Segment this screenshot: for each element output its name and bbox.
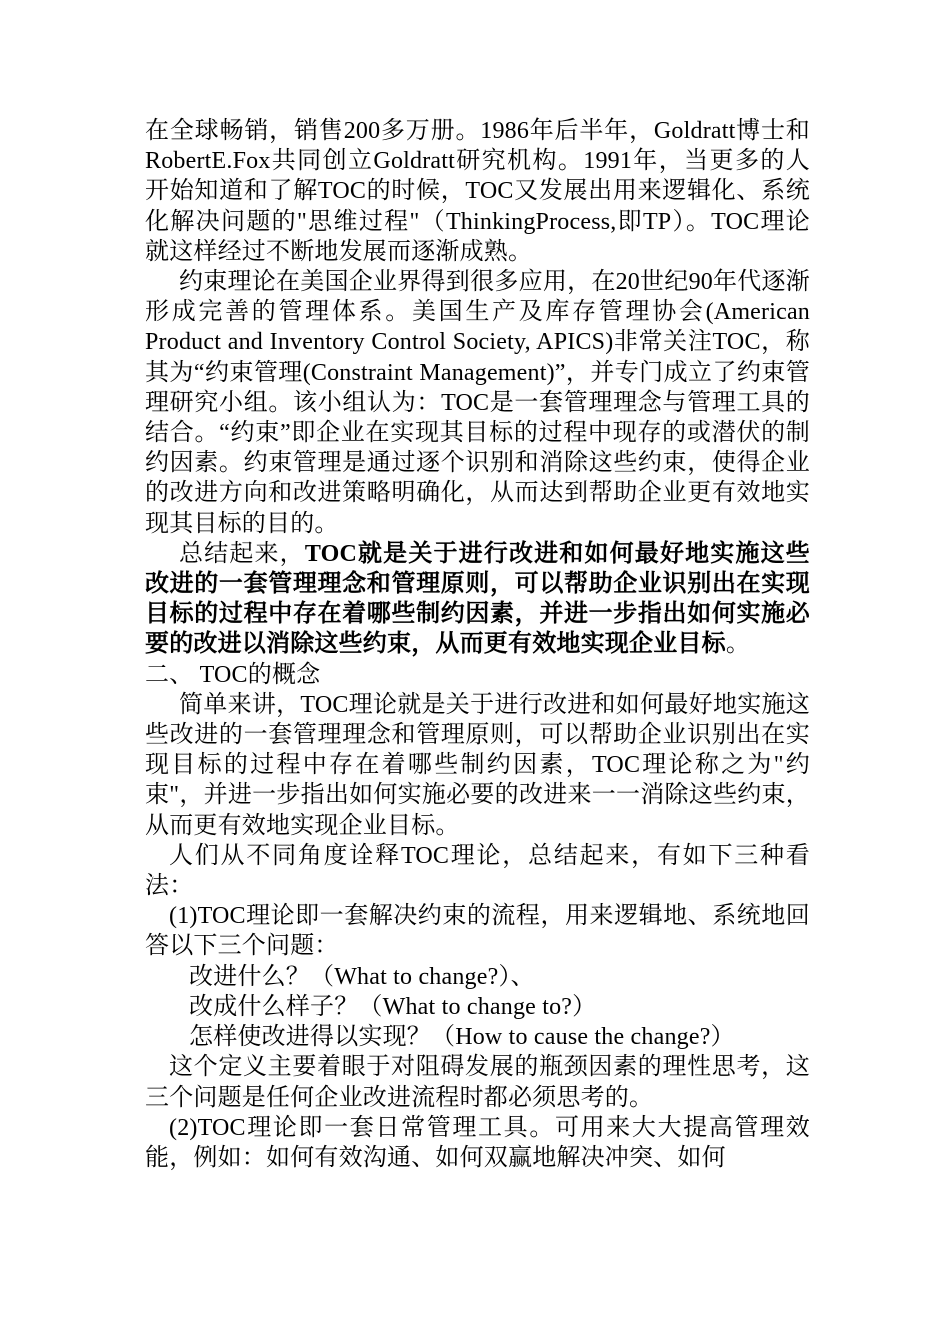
paragraph-definition-focus: 这个定义主要着眼于对阻碍发展的瓶颈因素的理性思考，这三个问题是任何企业改进流程时都必须思考的。 (145, 1054, 810, 1111)
paragraph-view-2: (2)TOC理论即一套日常管理工具。可用来大大提高管理效能，例如：如何有效沟通、如何双赢地解决冲突、如何 (145, 1114, 810, 1171)
paragraph-simple-definition: 简单来讲，TOC理论就是关于进行改进和如何最好地实施这些改进的一套管理理念和管理原则，可以帮助企业识别出在实现目标的过程中存在着哪些制约因素，TOC理论称之为"约束"，并进一步指出如何实施必要的改进来一一消除这些约束，从而更有效地实现企业目标。 (145, 691, 810, 839)
document-page (145, 116, 810, 1173)
paragraph-summary (145, 539, 810, 660)
question-how-to-cause-change: 怎样使改进得以实现？（How to cause the change?） (189, 1024, 735, 1051)
question-what-to-change-to: 改成什么样子？（What to change to?） (189, 993, 597, 1020)
summary-bold: TOC就是关于进行改进和如何最好地实施这些改进的一套管理理念和管理原则，可以帮助企业识别出在实现目标的过程中存在着哪些制约因素，并进一步指出如何实施必要的改进以消除这些约束，从而更有效地实现企业目标 (145, 540, 811, 658)
section-heading-toc-concept: 二、 TOC的概念 (145, 661, 321, 688)
paragraph-three-views: 人们从不同角度诠释TOC理论，总结起来，有如下三种看法： (145, 842, 810, 900)
summary-end: 。 (725, 631, 751, 658)
paragraph-history: 在全球畅销，销售200多万册。1986年后半年，Goldratt博士和RobertE.Fox共同创立Goldratt研究机构。1991年，当更多的人开始知道和了解TOC的时候，TOC又发展出用来逻辑化、系统化解决问题的"思维过程"（ThinkingProcess,即TP）。TOC理论就这样经过不断地发展而逐渐成熟。 (145, 118, 810, 265)
summary-lead: 总结起来， (179, 540, 305, 567)
paragraph-view-1: (1)TOC理论即一套解决约束的流程，用来逻辑地、系统地回答以下三个问题： (145, 903, 810, 960)
question-what-to-change: 改进什么？（What to change?）、 (189, 963, 535, 990)
paragraph-apics: 约束理论在美国企业界得到很多应用，在20世纪90年代逐渐形成完善的管理体系。美国生产及库存管理协会(American Product and Inventory Control Society, APICS)非常关注TOC，称其为“约束管理(Constraint Management)”，并专门成立了约束管理研究小组。该小组认为：TOC是一套管理理念与管理工具的结合。“约束”即企业在实现其目标的过程中现存的或潜伏的制约因素。约束管理是通过逐个识别和消除这些约束，使得企业的改进方向和改进策略明确化，从而达到帮助企业更有效地实现其目标的目的。 (145, 269, 810, 537)
